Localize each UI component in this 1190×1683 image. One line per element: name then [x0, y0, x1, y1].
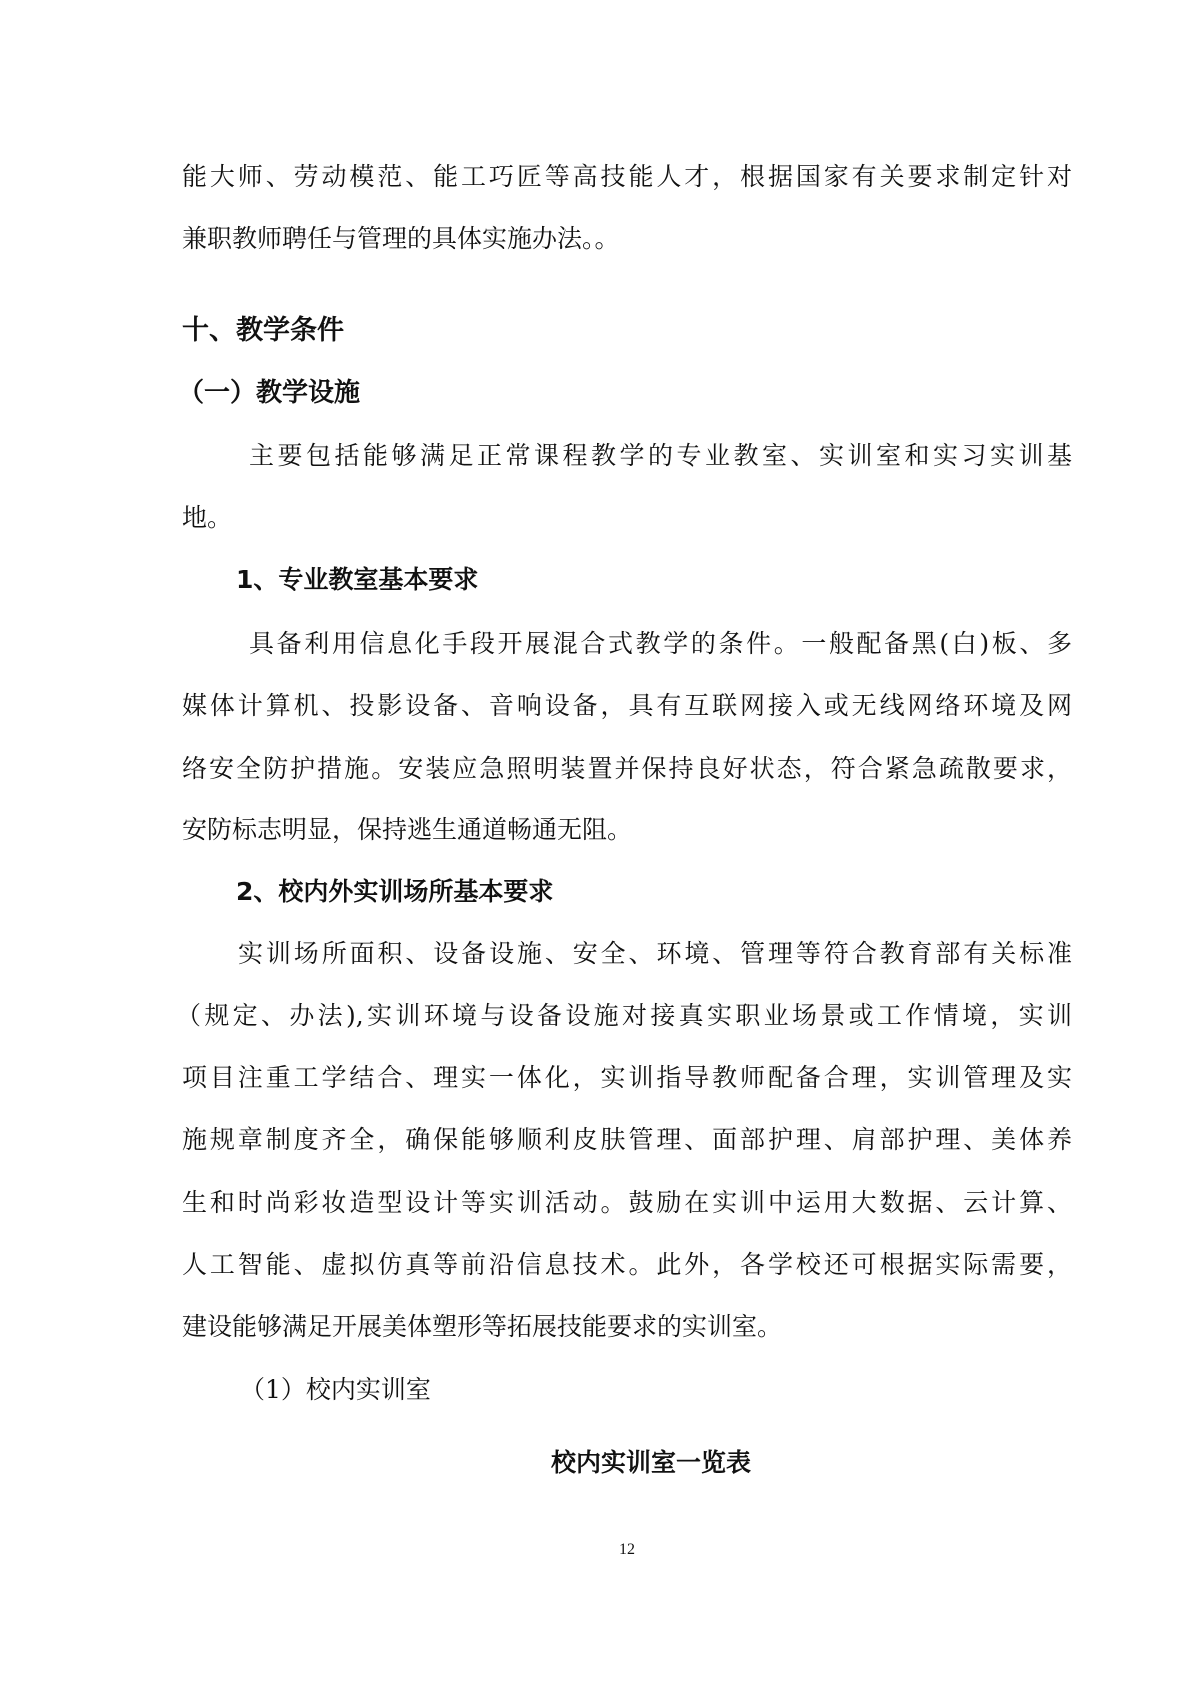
body-text-line: 主要包括能够满足正常课程教学的专业教室、实训室和实习实训基: [249, 441, 1072, 470]
body-text-line: 安防标志明显，保持逃生通道畅通无阻。: [182, 815, 633, 844]
body-text-line: 实训场所面积、设备设施、安全、环境、管理等符合教育部有关标准: [238, 939, 1072, 968]
body-text-line: 络安全防护措施。安装应急照明装置并保持良好状态，符合紧急疏散要求，: [182, 754, 1072, 783]
item-heading: 1、专业教室基本要求: [236, 565, 479, 594]
body-text-line: 生和时尚彩妆造型设计等实训活动。鼓励在实训中运用大数据、云计算、: [182, 1188, 1072, 1217]
item-heading: 2、校内外实训场所基本要求: [236, 877, 554, 906]
body-text-line: 人工智能、虚拟仿真等前沿信息技术。此外，各学校还可根据实际需要，: [182, 1250, 1072, 1279]
body-text-line: 施规章制度齐全，确保能够顺利皮肤管理、面部护理、肩部护理、美体养: [182, 1125, 1072, 1154]
body-text-line: 能大师、劳动模范、能工巧匠等高技能人才，根据国家有关要求制定针对: [182, 162, 1072, 191]
body-text-line: 项目注重工学结合、理实一体化，实训指导教师配备合理，实训管理及实: [182, 1063, 1072, 1092]
body-text-line: 具备利用信息化手段开展混合式教学的条件。一般配备黑(白)板、多: [249, 629, 1072, 658]
body-text-line: 兼职教师聘任与管理的具体实施办法。。: [182, 224, 620, 253]
subsection-heading: （一）教学设施: [178, 378, 361, 408]
body-text-line: 地。: [182, 503, 233, 532]
section-heading: 十、教学条件: [182, 315, 344, 346]
body-text-line: 建设能够满足开展美体塑形等拓展技能要求的实训室。: [182, 1312, 783, 1341]
body-text-line: （规定、办法),实训环境与设备设施对接真实职业场景或工作情境，实训: [176, 1001, 1072, 1030]
table-title: 校内实训室一览表: [550, 1448, 751, 1477]
body-text-line: 媒体计算机、投影设备、音响设备，具有互联网接入或无线网络环境及网: [182, 691, 1072, 720]
page-number: 12: [619, 1541, 635, 1558]
subitem-heading: （1）校内实训室: [240, 1375, 431, 1404]
